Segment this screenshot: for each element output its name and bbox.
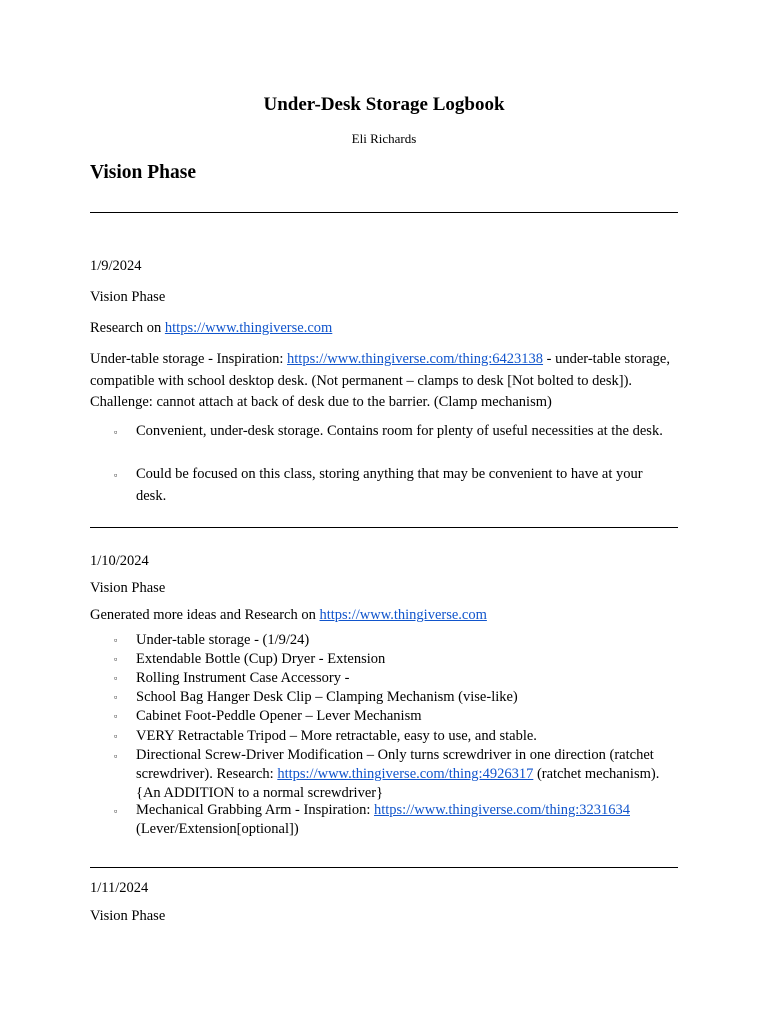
list-item: Under-table storage - (1/9/24) (136, 632, 310, 648)
list-item: School Bag Hanger Desk Clip – Clamping Mechanism (vise-like) (136, 689, 518, 705)
bullet-marker: ▫ (114, 470, 118, 480)
list-item: Cabinet Foot-Peddle Opener – Lever Mechanism (136, 708, 422, 724)
bullet-marker: ▫ (114, 711, 118, 721)
list-item-prefix: Mechanical Grabbing Arm - Inspiration: (136, 802, 374, 818)
entry-paragraph (90, 349, 680, 414)
bullet-marker: ▫ (114, 806, 118, 816)
research-prefix: Generated more ideas and Research on (90, 607, 320, 623)
list-item: VERY Retractable Tripod – More retractable, easy to use, and stable. (136, 728, 537, 744)
list-item: Extendable Bottle (Cup) Dryer - Extension (136, 651, 386, 667)
paragraph-prefix: Under-table storage - Inspiration: (90, 351, 288, 367)
document-title: Under-Desk Storage Logbook (263, 94, 505, 115)
list-item-suffix: (Lever/Extension[optional]) (136, 821, 299, 837)
bullet-marker: ▫ (114, 654, 118, 664)
entry-date: 1/11/2024 (90, 880, 149, 896)
thingiverse-link[interactable]: https://www.thingiverse.com (319, 607, 487, 623)
grabbing-arm-link[interactable]: https://www.thingiverse.com/thing:3231634 (373, 802, 630, 818)
ratchet-research-link[interactable]: https://www.thingiverse.com/thing:4926317 (277, 766, 534, 782)
list-item: Could be focused on this class, storing anything that may be convenient to have at your desk. (136, 466, 643, 504)
bullet-marker: ▫ (114, 692, 118, 702)
entry-phase: Vision Phase (90, 908, 166, 924)
entry-phase: Vision Phase (90, 289, 166, 305)
horizontal-rule (90, 867, 678, 868)
bullet-marker: ▫ (114, 731, 118, 741)
horizontal-rule (90, 212, 678, 213)
list-item: Convenient, under-desk storage. Contains room for plenty of useful necessities at the desk. (136, 423, 663, 439)
bullet-marker: ▫ (114, 673, 118, 683)
list-item (136, 746, 676, 803)
thingiverse-link[interactable]: https://www.thingiverse.com (164, 320, 333, 336)
list-item (136, 801, 676, 839)
entry-date: 1/9/2024 (90, 258, 142, 274)
list-item-prefix: Directional Screw-Driver Modification – Only turns screwdriver in one direction (ratchet screwdriver). Research: (136, 747, 654, 782)
bullet-marker: ▫ (114, 427, 118, 437)
horizontal-rule (90, 527, 678, 528)
research-line (90, 319, 678, 338)
bullet-marker: ▫ (114, 751, 118, 761)
inspiration-link[interactable]: https://www.thingiverse.com/thing:6423138 (287, 351, 544, 367)
research-line (90, 606, 678, 625)
entry-date: 1/10/2024 (90, 553, 149, 569)
section-heading: Vision Phase (90, 162, 197, 183)
list-item: Rolling Instrument Case Accessory - (136, 670, 350, 686)
list-item-suffix: (ratchet mechanism). {An ADDITION to a normal screwdriver} (136, 766, 660, 801)
bullet-marker: ▫ (114, 635, 118, 645)
entry-phase: Vision Phase (90, 580, 166, 596)
document-author: Eli Richards (351, 131, 417, 146)
paragraph-suffix: - under-table storage, compatible with school desktop desk. (Not permanent – clamps to desk [Not bolted to desk]). Challenge: cannot attach at back of desk due to the barrier. (Clamp mechanism) (90, 351, 670, 410)
research-prefix: Research on (90, 320, 165, 336)
